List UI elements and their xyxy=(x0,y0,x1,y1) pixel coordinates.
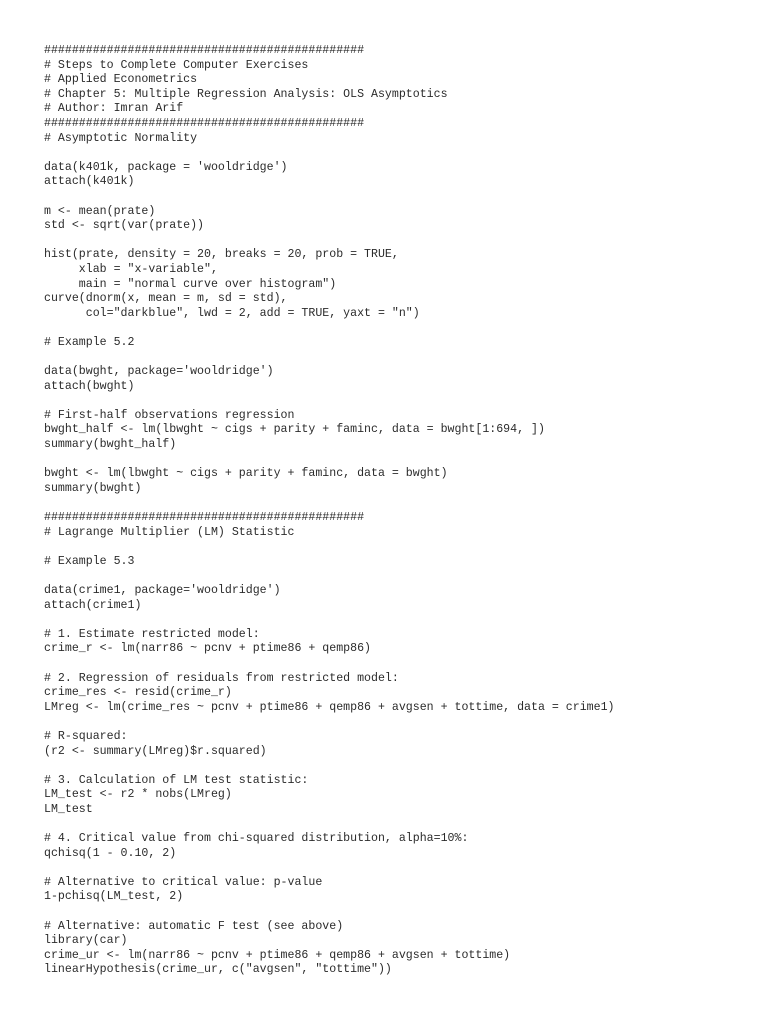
blank-line xyxy=(44,759,615,774)
code-line: m <- mean(prate) xyxy=(44,204,156,218)
separator-line: ############################################## xyxy=(44,116,365,130)
comment-line: # Example 5.3 xyxy=(44,554,135,568)
code-line: attach(bwght) xyxy=(44,379,135,393)
blank-line xyxy=(44,817,615,832)
code-line: data(bwght, package='wooldridge') xyxy=(44,365,274,379)
code-line: col="darkblue", lwd = 2, add = TRUE, yaxt = "n") xyxy=(44,306,420,320)
comment-line: # Steps to Complete Computer Exercises xyxy=(44,58,309,72)
comment-line: # R-squared: xyxy=(44,729,128,743)
comment-line: # Chapter 5: Multiple Regression Analysis: OLS Asymptotics xyxy=(44,87,448,101)
separator-line: ############################################## xyxy=(44,511,365,524)
comment-line: # 2. Regression of residuals from restricted model: xyxy=(44,671,399,685)
blank-line xyxy=(44,234,615,249)
comment-line: # 4. Critical value from chi-squared distribution, alpha=10%: xyxy=(44,832,469,846)
code-line: summary(bwght_half) xyxy=(44,438,177,452)
code-line: (r2 <- summary(LMreg)$r.squared) xyxy=(44,744,267,758)
code-line: LM_test <- r2 * nobs(LMreg) xyxy=(44,788,232,802)
comment-line: # 3. Calculation of LM test statistic: xyxy=(44,773,309,787)
code-line: summary(bwght) xyxy=(44,481,142,495)
blank-line xyxy=(44,657,615,672)
comment-line: # Alternative to critical value: p-value xyxy=(44,875,323,889)
blank-line xyxy=(44,496,615,511)
code-line: crime_ur <- lm(narr86 ~ pcnv + ptime86 + qemp86 + avgsen + tottime) xyxy=(44,948,511,962)
blank-line xyxy=(44,715,615,730)
code-line: 1-pchisq(LM_test, 2) xyxy=(44,890,184,904)
blank-line xyxy=(44,453,615,468)
code-line: attach(k401k) xyxy=(44,175,135,189)
blank-line xyxy=(44,861,615,876)
code-line: bwght_half <- lm(lbwght ~ cigs + parity + faminc, data = bwght[1:694, ]) xyxy=(44,423,545,437)
code-line: LMreg <- lm(crime_res ~ pcnv + ptime86 + qemp86 + avgsen + tottime, data = crime1) xyxy=(44,700,615,714)
blank-line xyxy=(44,613,615,628)
comment-line: # 1. Estimate restricted model: xyxy=(44,627,260,641)
blank-line xyxy=(44,321,615,336)
code-line: main = "normal curve over histogram") xyxy=(44,277,337,291)
code-line: std <- sqrt(var(prate)) xyxy=(44,219,205,233)
comment-line: # Author: Imran Arif xyxy=(44,102,184,116)
code-line: hist(prate, density = 20, breaks = 20, prob = TRUE, xyxy=(44,248,399,262)
comment-line: # Applied Econometrics xyxy=(44,73,198,87)
code-line: xlab = "x-variable", xyxy=(44,262,218,276)
comment-line: # Example 5.2 xyxy=(44,335,135,349)
code-line: qchisq(1 - 0.10, 2) xyxy=(44,846,177,860)
blank-line xyxy=(44,569,615,584)
comment-line: # Lagrange Multiplier (LM) Statistic xyxy=(44,525,295,539)
separator-line: ############################################## xyxy=(44,44,365,57)
comment-line: # Alternative: automatic F test (see above) xyxy=(44,919,344,933)
code-line: curve(dnorm(x, mean = m, sd = std), xyxy=(44,292,288,306)
code-line: LM_test xyxy=(44,802,93,816)
blank-line xyxy=(44,350,615,365)
comment-line: # Asymptotic Normality xyxy=(44,131,198,145)
code-line: library(car) xyxy=(44,934,128,948)
code-line: crime_r <- lm(narr86 ~ pcnv + ptime86 + qemp86) xyxy=(44,642,371,656)
code-line: bwght <- lm(lbwght ~ cigs + parity + faminc, data = bwght) xyxy=(44,467,448,481)
code-line: linearHypothesis(crime_ur, c("avgsen", "tottime")) xyxy=(44,963,392,977)
blank-line xyxy=(44,146,615,161)
comment-line: # First-half observations regression xyxy=(44,408,295,422)
code-line: data(crime1, package='wooldridge') xyxy=(44,583,281,597)
blank-line xyxy=(44,905,615,920)
code-line: crime_res <- resid(crime_r) xyxy=(44,686,232,700)
r-script-listing xyxy=(44,44,615,978)
blank-line xyxy=(44,394,615,409)
blank-line xyxy=(44,190,615,205)
code-line: data(k401k, package = 'wooldridge') xyxy=(44,160,288,174)
blank-line xyxy=(44,540,615,555)
code-line: attach(crime1) xyxy=(44,598,142,612)
